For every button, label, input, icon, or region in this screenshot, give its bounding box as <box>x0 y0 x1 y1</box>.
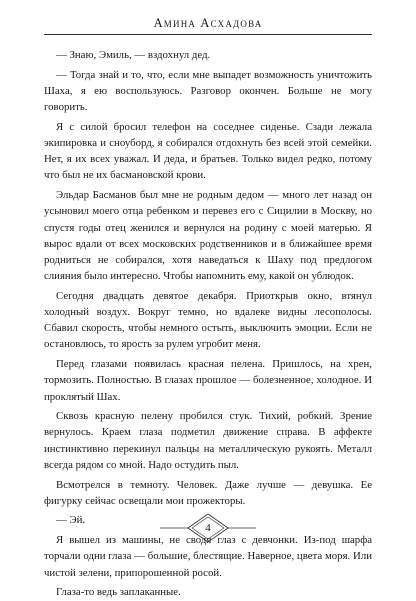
page-number: 4 <box>205 522 211 534</box>
paragraph: — Знаю, Эмиль, — вздохнул дед. <box>56 49 211 61</box>
paragraph: — Эй. <box>56 514 86 527</box>
paragraph: Я вышел из машины, не сводя глаз с девчонки. Из-под шарфа торчали одни глаза — большие, блестящие. Наверное, цвета моря. Или чистой зелени, припорошенной росой. <box>44 534 372 579</box>
paragraph: Я с силой бросил телефон на соседнее сиденье. Сзади лежала экипировка и сноуборд, я собирался отдохнуть без всей этой семейки. Нет, я их всех уважал. И деда, и братьев. Только видел редко, потому что был не их басмановской крови. <box>44 120 372 182</box>
paragraph: Перед глазами появилась красная пелена. Пришлось, на хрен, тормозить. Полностью. В глазах прошлое — болезненное, холодное. И проклятый Шах. <box>44 358 372 403</box>
paragraph: Сквозь красную пелену пробился стук. Тихий, робкий. Зрение вернулось. Краем глаза подметил движение справа. В аффекте инстинктивно перекинул пальцы на металлическую рукоять. Металл всегда рядом со мной. Надо остудить пыл. <box>44 410 372 471</box>
page-number-ornament <box>160 513 256 543</box>
paragraph: Сегодня двадцать девятое декабря. Приоткрыв окно, втянул холодный воздух. Вокруг темно, но вдалеке видны лесополосы. Сбавил скорость, чтобы немного остыть, выключить эмоции. Если не остановлюсь, то ярость за рулем угробит меня. <box>44 289 372 351</box>
paragraph: Всмотрелся в темноту. Человек. Даже лучше — девушка. Ее фигурку сейчас освещали мои прожекторы. <box>44 478 372 507</box>
paragraph: Глаза-то ведь заплаканные. <box>56 586 181 599</box>
running-head-author: Амина Асхадова <box>44 12 372 35</box>
paragraph: Эльдар Басманов был мне не родным дедом — много лет назад он усыновил моего отца ребенком и перевез его с Сицилии в Москву, но спустя годы отец женился и вернулся на родину с моей матерью. Я вырос вдали от всех московских родственников и в ближайшее время родниться не собирался, хотя наведаться к Шаху под предлогом слияния было интересно. Чтобы напомнить ему, какой он ублюдок. <box>44 189 372 283</box>
paragraph: — Тогда знай и то, что, если мне выпадет возможность уничтожить Шаха, я ею воспользуюсь. Разговор окончен. Больше не могу говорить. <box>44 68 372 114</box>
